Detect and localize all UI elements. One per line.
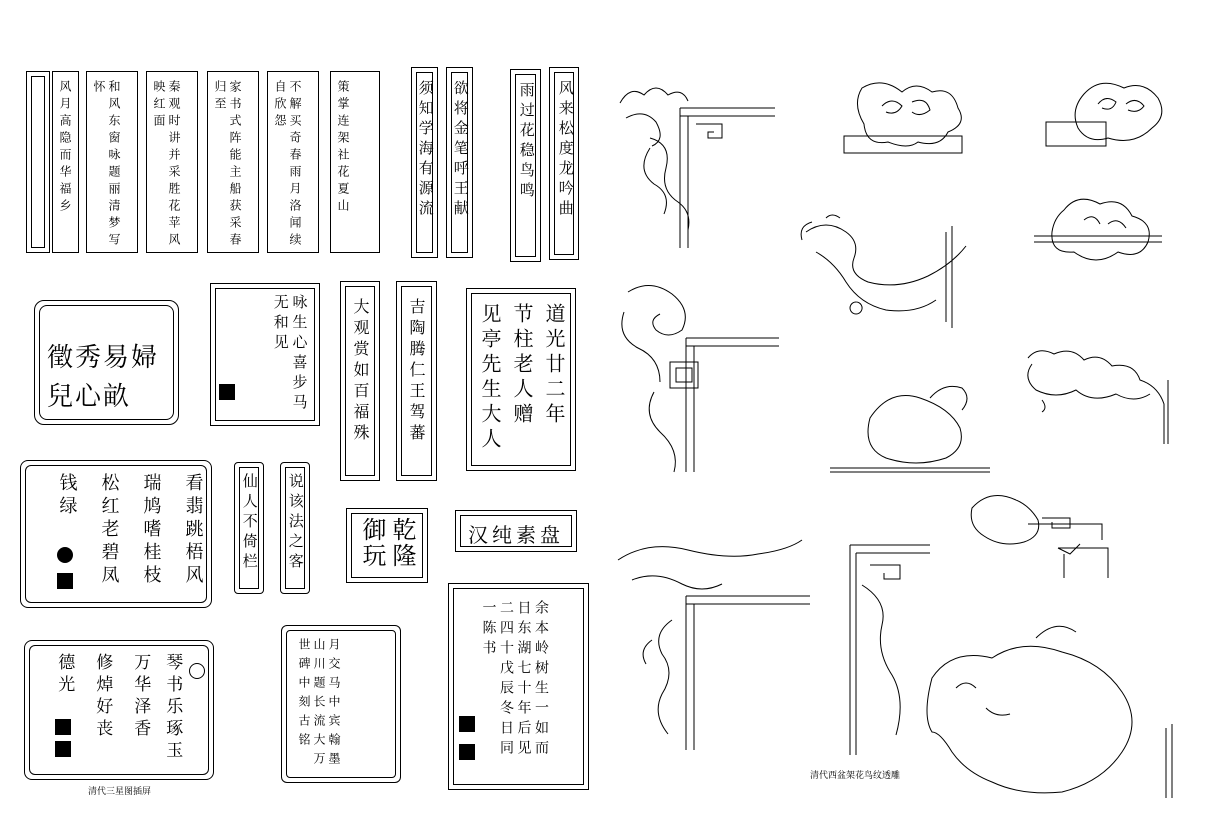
plaque-han	[455, 510, 577, 552]
cloud-motif-2	[1046, 74, 1166, 149]
bottom-right-panel	[448, 583, 589, 790]
couplet-text-7: 须知学海有源流	[416, 80, 435, 220]
couplet-panel-11	[549, 67, 579, 260]
grid-col-2: 瑞鸠嗜桂枝	[140, 473, 162, 588]
corner-bracket-mid	[614, 282, 784, 472]
bottom-left-panel	[24, 640, 214, 780]
couplet-text-1: 风月高隐而华福乡	[58, 80, 72, 216]
plaque-han-text: 汉纯素盘	[468, 523, 564, 547]
bottom-left-col-2: 万华泽香	[130, 653, 151, 741]
grid-seal-1	[57, 547, 73, 563]
bottom-right-seal-1	[459, 716, 475, 732]
couplet-panel-9	[446, 67, 473, 258]
couplet-text-3: 秦观时讲并采胜花苹风映红面	[152, 80, 181, 250]
couplet-panel-1	[26, 71, 50, 253]
couplet-panel-4	[146, 71, 198, 253]
couplet-text-2: 和风东窗咏题丽清梦写怀	[92, 80, 121, 250]
bottom-left-col-4: 德光	[54, 653, 75, 697]
bottom-right-seal-2	[459, 744, 475, 760]
poem-seal	[219, 384, 235, 400]
bottom-mid-text: 月交马中宾翰墨山川题长流大万世碑中刻古铭	[297, 638, 341, 771]
grid-seal-2	[57, 573, 73, 589]
seal-plaque-panel	[34, 300, 179, 425]
couplet-panel-14	[234, 462, 264, 594]
bottom-left-col-1: 琴书乐琢玉	[162, 653, 183, 763]
cloud-motif-1	[842, 78, 982, 153]
block-line-3: 见亭先生大人	[478, 303, 502, 453]
couplet-text-10: 风来松度龙吟曲	[556, 80, 575, 220]
couplet-panel-12	[340, 281, 380, 481]
couplet-panel-8	[411, 67, 438, 258]
block-text-panel	[466, 288, 576, 471]
corner-bracket-top	[610, 78, 780, 248]
dragon-head-motif	[926, 628, 1186, 798]
bottom-left-seal-1	[55, 719, 71, 735]
couplet-panel-5	[207, 71, 259, 253]
couplet-panel-6	[267, 71, 319, 253]
seal-plaque-text: 徵秀易婦兒心畝	[47, 343, 160, 412]
couplet-text-12: 吉陶腾仁王驾蕃	[407, 298, 426, 445]
couplet-panel-10	[510, 69, 541, 262]
corner-bracket-vertical	[850, 545, 930, 755]
caption-right: 清代西盆架花鸟纹透雕	[810, 771, 901, 781]
bottom-left-seal-2	[55, 741, 71, 757]
couplet-panel-3	[86, 71, 138, 253]
dragon-motif-1	[796, 212, 976, 332]
couplet-text-9: 雨过花稳鸟鸣	[517, 82, 536, 202]
couplet-panel-15	[280, 462, 310, 594]
couplet-text-14: 说该法之客	[286, 473, 305, 573]
grid-col-4: 钱绿	[56, 473, 78, 519]
plaque-qianlong	[346, 508, 428, 583]
couplet-panel-2	[52, 71, 79, 253]
grid-poem-panel	[20, 460, 212, 608]
couplet-text-8: 欲将金笔呼王献	[451, 80, 470, 220]
couplet-text-4: 家书式阵能主船获采春归至	[213, 80, 242, 250]
poem-text: 咏生心喜步马无和见	[271, 294, 309, 414]
bottom-left-seal-3	[189, 663, 205, 679]
bottom-mid-panel	[281, 625, 401, 783]
dragon-motif-2	[830, 378, 990, 474]
grid-col-3: 松红老碧凤	[98, 473, 120, 588]
couplet-text-11: 大观赏如百福殊	[351, 298, 370, 445]
plaque-qianlong-text: 乾隆御玩	[358, 517, 416, 569]
poem-panel	[210, 283, 320, 426]
couplet-text-13: 仙人不倚栏	[240, 473, 259, 573]
bottom-right-text: 余本岭树生一如而日东湖七十年后见二四十戊辰冬日同一陈书	[480, 600, 549, 760]
couplet-text-6: 策掌连架社花夏山	[336, 80, 350, 216]
corner-bracket-bird	[612, 540, 812, 750]
bottom-left-col-3: 修焯好丧	[92, 653, 113, 741]
block-line-1: 道光廿二年	[542, 303, 566, 428]
couplet-panel-7	[330, 71, 380, 253]
cloud-motif-3	[1034, 190, 1164, 262]
grid-col-1: 看翡跳梧风	[182, 473, 204, 588]
cloud-motif-4	[1018, 344, 1178, 444]
block-line-2: 节柱老人赠	[510, 303, 534, 428]
caption-left: 清代三星图插屏	[88, 787, 152, 797]
couplet-text-5: 不解买奇春雨月洛闻续自欣怨	[273, 80, 302, 250]
couplet-panel-13	[396, 281, 437, 481]
dragon-motif-3	[962, 488, 1112, 578]
